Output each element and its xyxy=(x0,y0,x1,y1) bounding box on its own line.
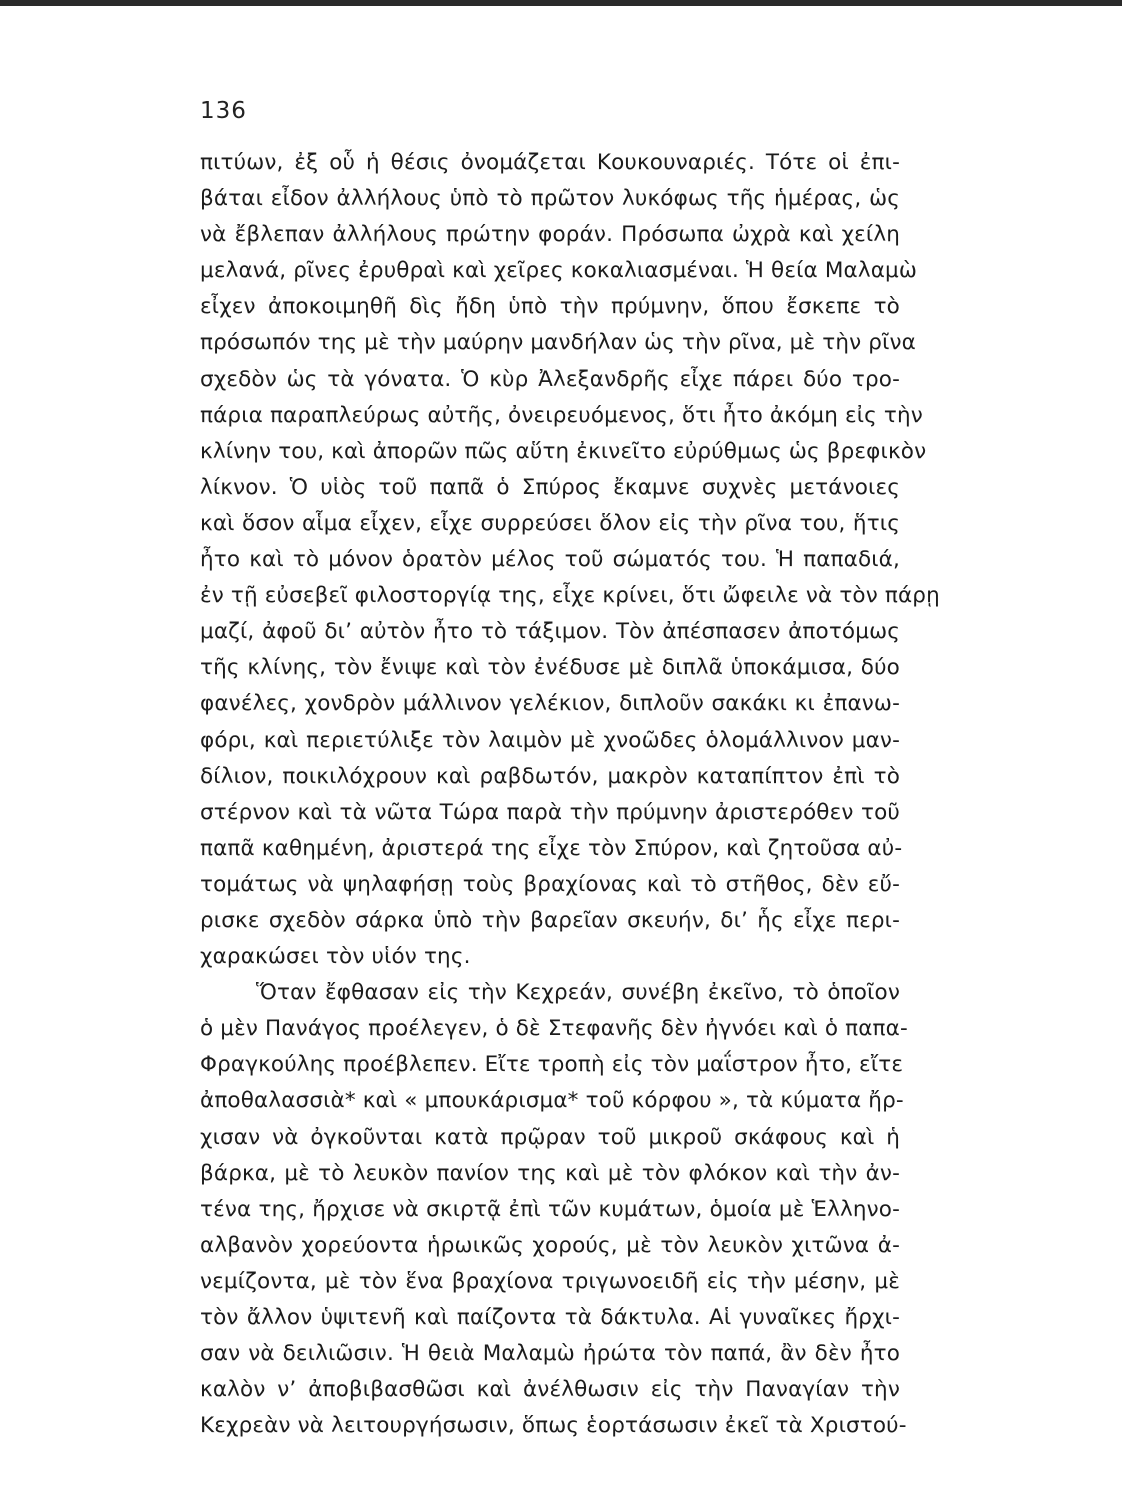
text-line: ἀποθαλασσιὰ* καὶ « μπουκάρισμα* τοῦ κόρφου », τὰ κύματα ἤρ- xyxy=(200,1088,904,1114)
text-line: ἐν τῇ εὐσεβεῖ φιλοστοργίᾳ της, εἶχε κρίνει, ὅτι ὤφειλε νὰ τὸν πάρῃ xyxy=(200,583,940,609)
body-text xyxy=(200,145,940,1444)
text-line: μαζί, ἀφοῦ δι’ αὐτὸν ἦτο τὸ τάξιμον. Τὸν ἀπέσπασεν ἀποτόμως xyxy=(200,619,900,645)
text-line: σαν νὰ δειλιῶσιν. Ἡ θειὰ Μαλαμὼ ἠρώτα τὸν παπά, ἂν δὲν ἦτο xyxy=(200,1341,900,1367)
page-top-edge xyxy=(0,0,1122,6)
text-line: φόρι, καὶ περιετύλιξε τὸν λαιμὸν μὲ χνοῶδες ὁλομάλλινον μαν- xyxy=(200,727,900,753)
text-line: εἶχεν ἀποκοιμηθῆ δὶς ἤδη ὑπὸ τὴν πρύμνην, ὅπου ἔσκεπε τὸ xyxy=(200,294,900,320)
text-line: βάται εἶδον ἀλλήλους ὑπὸ τὸ πρῶτον λυκόφως τῆς ἡμέρας, ὡς xyxy=(200,186,900,212)
page-number: 136 xyxy=(200,98,247,124)
text-line: ἦτο καὶ τὸ μόνον ὁρατὸν μέλος τοῦ σώματός του. Ἡ παπαδιά, xyxy=(200,547,900,573)
text-line: αλβανὸν χορεύοντα ἡρωικῶς χορούς, μὲ τὸν λευκὸν χιτῶνα ἀ- xyxy=(200,1232,900,1258)
text-line: τένα της, ἤρχισε νὰ σκιρτᾷ ἐπὶ τῶν κυμάτων, ὁμοία μὲ Ἑλληνο- xyxy=(200,1196,900,1222)
text-line: λίκνον. Ὁ υἱὸς τοῦ παπᾶ ὁ Σπύρος ἔκαμνε συχνὲς μετάνοιες xyxy=(200,474,900,500)
text-line: τομάτως νὰ ψηλαφήσῃ τοὺς βραχίονας καὶ τὸ στῆθος, δὲν εὔ- xyxy=(200,871,900,897)
text-line: Ὅταν ἔφθασαν εἰς τὴν Κεχρεάν, συνέβη ἐκεῖνο, τὸ ὁποῖον xyxy=(256,980,900,1006)
text-line: χαρακώσει τὸν υἱόν της. xyxy=(200,944,471,970)
text-line: πάρια παραπλεύρως αὐτῆς, ὀνειρευόμενος, ὅτι ἦτο ἀκόμη εἰς τὴν xyxy=(200,402,923,428)
text-line: δίλιον, ποικιλόχρουν καὶ ραβδωτόν, μακρὸν καταπίπτον ἐπὶ τὸ xyxy=(200,763,900,789)
text-line: Κεχρεὰν νὰ λειτουργήσωσιν, ὅπως ἑορτάσωσιν ἐκεῖ τὰ Χριστού- xyxy=(200,1413,907,1439)
text-line: βάρκα, μὲ τὸ λευκὸν πανίον της καὶ μὲ τὸν φλόκον καὶ τὴν ἀν- xyxy=(200,1160,900,1186)
text-line: φανέλες, χονδρὸν μάλλινον γελέκιον, διπλοῦν σακάκι κι ἐπανω- xyxy=(200,691,900,717)
text-line: καὶ ὅσον αἷμα εἶχεν, εἶχε συρρεύσει ὅλον εἰς τὴν ρῖνα του, ἥτις xyxy=(200,510,900,536)
text-line: σχεδὸν ὡς τὰ γόνατα. Ὁ κὺρ Ἀλεξανδρῆς εἶχε πάρει δύο τρο- xyxy=(200,366,900,392)
text-line: καλὸν ν’ ἀποβιβασθῶσι καὶ ἀνέλθωσιν εἰς τὴν Παναγίαν τὴν xyxy=(200,1377,900,1403)
text-line: πρόσωπόν της μὲ τὴν μαύρην μανδήλαν ὡς τὴν ρῖνα, μὲ τὴν ρῖνα xyxy=(200,330,916,356)
text-line: παπᾶ καθημένη, ἀριστερά της εἶχε τὸν Σπύρον, καὶ ζητοῦσα αὐ- xyxy=(200,835,903,861)
text-line: χισαν νὰ ὀγκοῦνται κατὰ πρῷραν τοῦ μικροῦ σκάφους καὶ ἡ xyxy=(200,1124,900,1150)
text-line: Φραγκούλης προέβλεπεν. Εἴτε τροπὴ εἰς τὸν μαΐστρον ἦτο, εἴτε xyxy=(200,1052,904,1078)
text-line: πιτύων, ἐξ οὗ ἡ θέσις ὀνομάζεται Κουκουναριές. Τότε οἱ ἐπι- xyxy=(200,150,900,175)
text-line: στέρνον καὶ τὰ νῶτα Τώρα παρὰ τὴν πρύμνην ἀριστερόθεν τοῦ xyxy=(200,799,900,825)
text-line: ὁ μὲν Πανάγος προέλεγεν, ὁ δὲ Στεφανῆς δὲν ἠγνόει καὶ ὁ παπα- xyxy=(200,1016,908,1042)
text-line: ρισκε σχεδὸν σάρκα ὑπὸ τὴν βαρεῖαν σκευήν, δι’ ἧς εἶχε περι- xyxy=(200,907,900,933)
text-line: νὰ ἔβλεπαν ἀλλήλους πρώτην φοράν. Πρόσωπα ὠχρὰ καὶ χείλη xyxy=(200,222,900,248)
text-line: κλίνην του, καὶ ἀπορῶν πῶς αὕτη ἐκινεῖτο εὐρύθμως ὡς βρεφικὸν xyxy=(200,438,927,464)
text-line: τὸν ἄλλον ὑψιτενῆ καὶ παίζοντα τὰ δάκτυλα. Αἱ γυναῖκες ἤρχι- xyxy=(200,1305,900,1330)
text-line: τῆς κλίνης, τὸν ἔνιψε καὶ τὸν ἐνέδυσε μὲ διπλᾶ ὑποκάμισα, δύο xyxy=(200,655,900,681)
text-line: νεμίζοντα, μὲ τὸν ἕνα βραχίονα τριγωνοειδῆ εἰς τὴν μέσην, μὲ xyxy=(200,1268,900,1294)
text-line: μελανά, ρῖνες ἐρυθραὶ καὶ χεῖρες κοκαλιασμέναι. Ἡ θεία Μαλαμὼ xyxy=(200,258,918,284)
